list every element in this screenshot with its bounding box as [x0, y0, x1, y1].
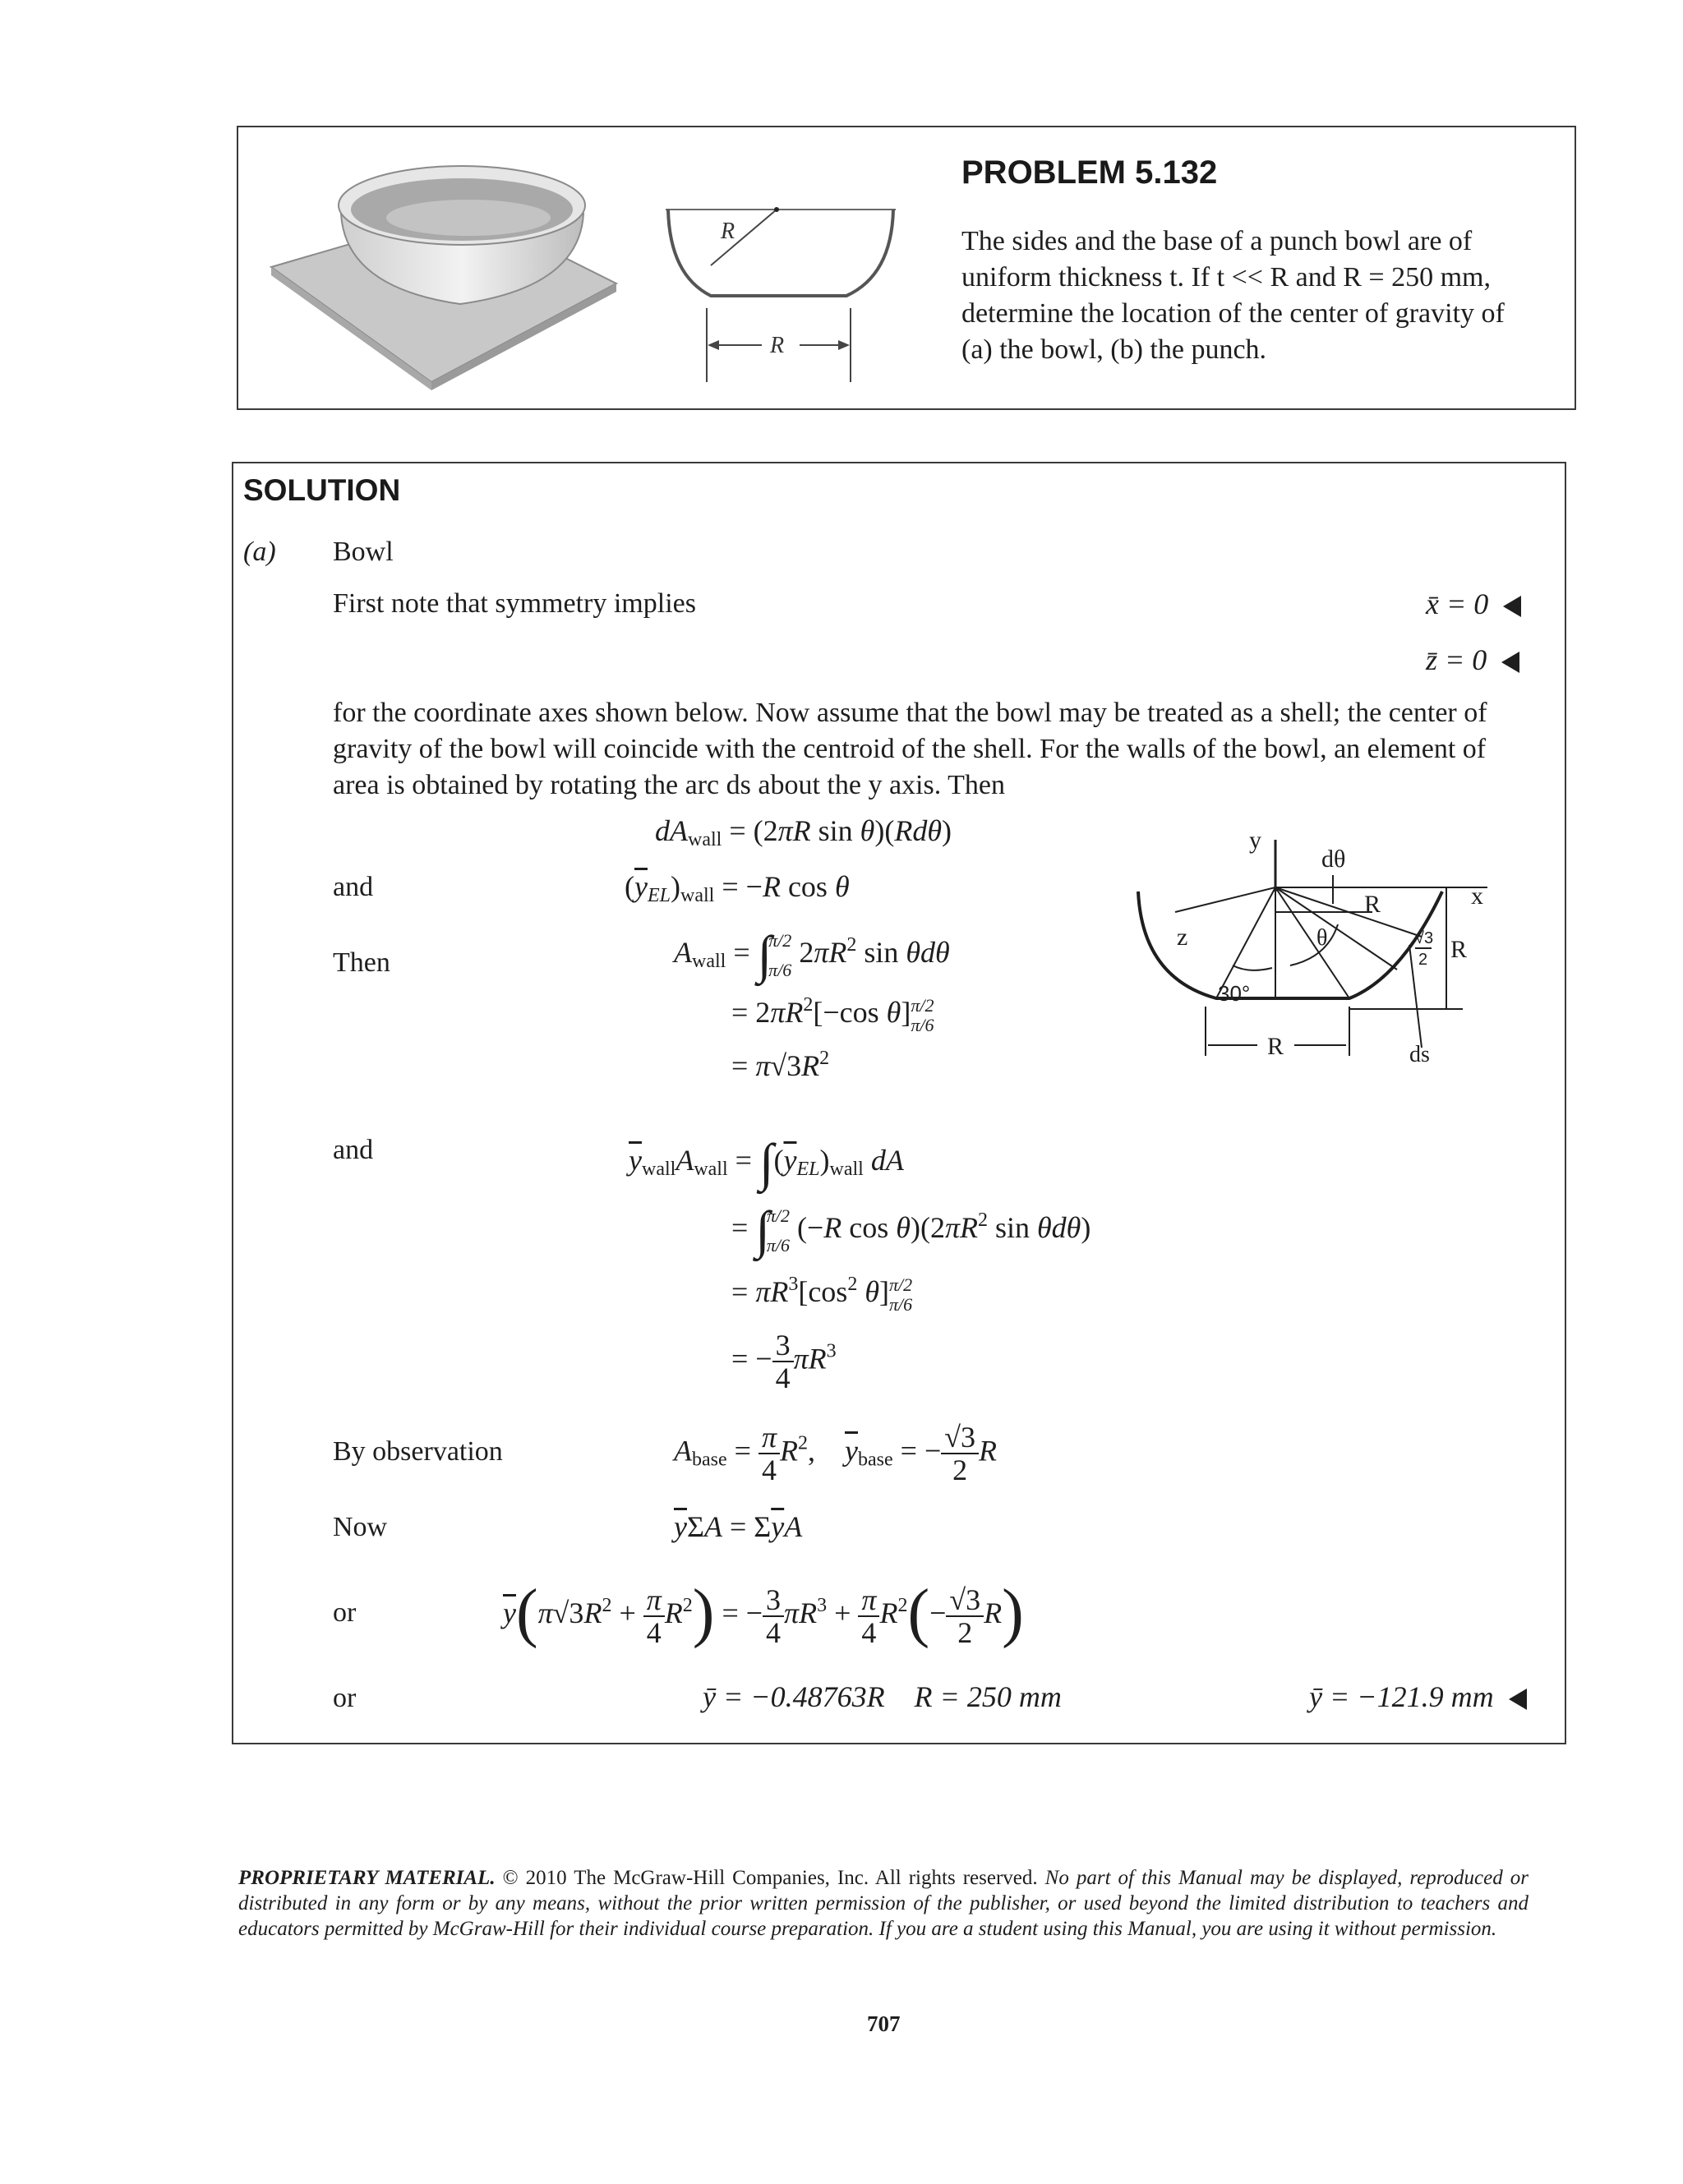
solution-box [232, 462, 1566, 1744]
statement-line-2: uniform thickness t. If t << R and R = 250 mm, [961, 262, 1491, 293]
part-a-title: Bowl [333, 537, 394, 567]
diagram-y-label: y [1249, 827, 1261, 854]
diagram-ds-label: ds [1409, 1042, 1430, 1067]
result-x [1426, 587, 1521, 621]
result-y [1309, 1679, 1527, 1714]
eq-A-wall-step3: = $\pi√3R^2$ [731, 1048, 830, 1082]
label-now: Now [333, 1512, 388, 1542]
copyright-notice [238, 1865, 1529, 1942]
eq-combined: $\overline{y}(\pi√3R^2$ + $\frac{\pi}{4}$ $R^2$) = − $\frac{3}{4}$ $\pi R^3$ + $\frac{\pi}{4}$ $R^2(-$ $\frac{√3}{2}$ R) [503, 1577, 1024, 1649]
punch-bowl-illustration [263, 144, 625, 390]
eq-sum: $\overline{y}\Sigma A = \Sigma\overline{y}A$ [674, 1510, 803, 1543]
statement-line-3: determine the location of the center of gravity of [961, 298, 1505, 329]
figure-radius-label: R [721, 219, 735, 244]
eq-yA-wall: $\overline{y}_{wall}A_{wall} = \int(\overline{y}_{EL})_{wall}$ dA [629, 1133, 904, 1191]
diagram-root3-num: √3 [1415, 929, 1434, 947]
answer-arrow-icon [1503, 596, 1521, 617]
eq-base: $A_{base}$ = $\frac{\pi}{4}$ $R^2$, $\overline{y}_{base}$ = − $\frac{√3}{2}$ R [674, 1421, 998, 1486]
problem-title: PROBLEM 5.132 [961, 154, 1218, 191]
eq-yEL-wall: $(\overline{y}_{EL})_{wall} = -R$ cos θ [625, 870, 850, 906]
statement-line-1: The sides and the base of a punch bowl are of [961, 226, 1473, 256]
problem-statement [961, 223, 1541, 368]
label-then: Then [333, 947, 390, 978]
symmetry-text: First note that symmetry implies [333, 588, 696, 619]
result-x-text: x̄ = 0 [1426, 587, 1489, 620]
diagram-angle-label: 30° [1218, 981, 1251, 1006]
diagram-z-label: z [1177, 924, 1188, 951]
label-by-observation: By observation [333, 1436, 503, 1467]
eq-yA-step3: = $\pi R^3[\cos^2$ θ] π/2 π/6 [731, 1274, 913, 1315]
copyright-text: © 2010 The McGraw-Hill Companies, Inc. All rights reserved. [495, 1867, 1045, 1889]
result-y-text: ȳ = −121.9 mm [1309, 1680, 1494, 1713]
part-a-label: (a) [243, 537, 276, 567]
paragraph-line-1: for the coordinate axes shown below. Now assume that the bowl may be treated as a shell; the center of [333, 698, 1487, 728]
solution-paragraph [333, 695, 1539, 804]
diagram-dtheta-label: dθ [1321, 845, 1346, 873]
result-z [1426, 643, 1519, 677]
result-z-text: z̄ = 0 [1426, 643, 1487, 676]
label-or-2: or [333, 1683, 357, 1713]
label-and-2: and [333, 1135, 374, 1165]
diagram-R-top-label: R [1364, 891, 1381, 918]
label-and-1: and [333, 872, 374, 902]
paragraph-line-3: area is obtained by rotating the arc ds about the y axis. Then [333, 770, 1005, 800]
answer-arrow-icon [1501, 652, 1519, 673]
eq-A-wall-step2: = $2\pi R^2[-\cos$ θ] π/2 π/6 [731, 994, 934, 1035]
statement-line-4: (a) the bowl, (b) the punch. [961, 334, 1267, 365]
diagram-x-label: x [1471, 882, 1483, 910]
eq-yA-step2: = ∫ π/2 π/6 (−R $\cos \theta)(2\pi R^2$ sin θdθ) [731, 1200, 1091, 1259]
paragraph-line-2: gravity of the bowl will coincide with the centroid of the shell. For the walls of the bowl, an element of [333, 734, 1487, 764]
diagram-root3-R: R [1450, 936, 1468, 963]
label-or-1: or [333, 1597, 357, 1628]
figure-base-label: R [770, 333, 785, 358]
copyright-italic: No part of this Manual may be displayed, reproduced or distributed in any form or by any means, without the prior written permission of the publisher, or used beyond the limited distribution to teachers and educators permitted by McGraw-Hill for their individual course preparation. If you are a student using this Manual, you are using it without permission. [238, 1867, 1529, 1940]
eq-final: ȳ = −0.48763R R = 250 mm [703, 1680, 1062, 1713]
eq-dA-wall: $dA_{wall} = (2\pi R$ sin θ)(Rdθ) [655, 814, 952, 850]
cross-section-figure [662, 201, 904, 386]
diagram-root3-den: 2 [1418, 951, 1428, 969]
bowl-coordinate-diagram [1126, 822, 1496, 1068]
diagram-R-bottom-label: R [1267, 1033, 1284, 1060]
copyright-bold: PROPRIETARY MATERIAL. [238, 1867, 496, 1889]
eq-yA-step4: = − $\frac{3}{4}$ $\pi R^3$ [731, 1329, 837, 1394]
answer-arrow-icon [1509, 1689, 1527, 1710]
eq-A-wall-integral: $A_{wall}$ = ∫ π/2 π/6 $2\pi R^2$ sin θdθ [674, 925, 950, 984]
solution-heading: SOLUTION [243, 473, 401, 507]
page-number: 707 [867, 2011, 901, 2036]
diagram-theta-label: θ [1316, 925, 1328, 951]
